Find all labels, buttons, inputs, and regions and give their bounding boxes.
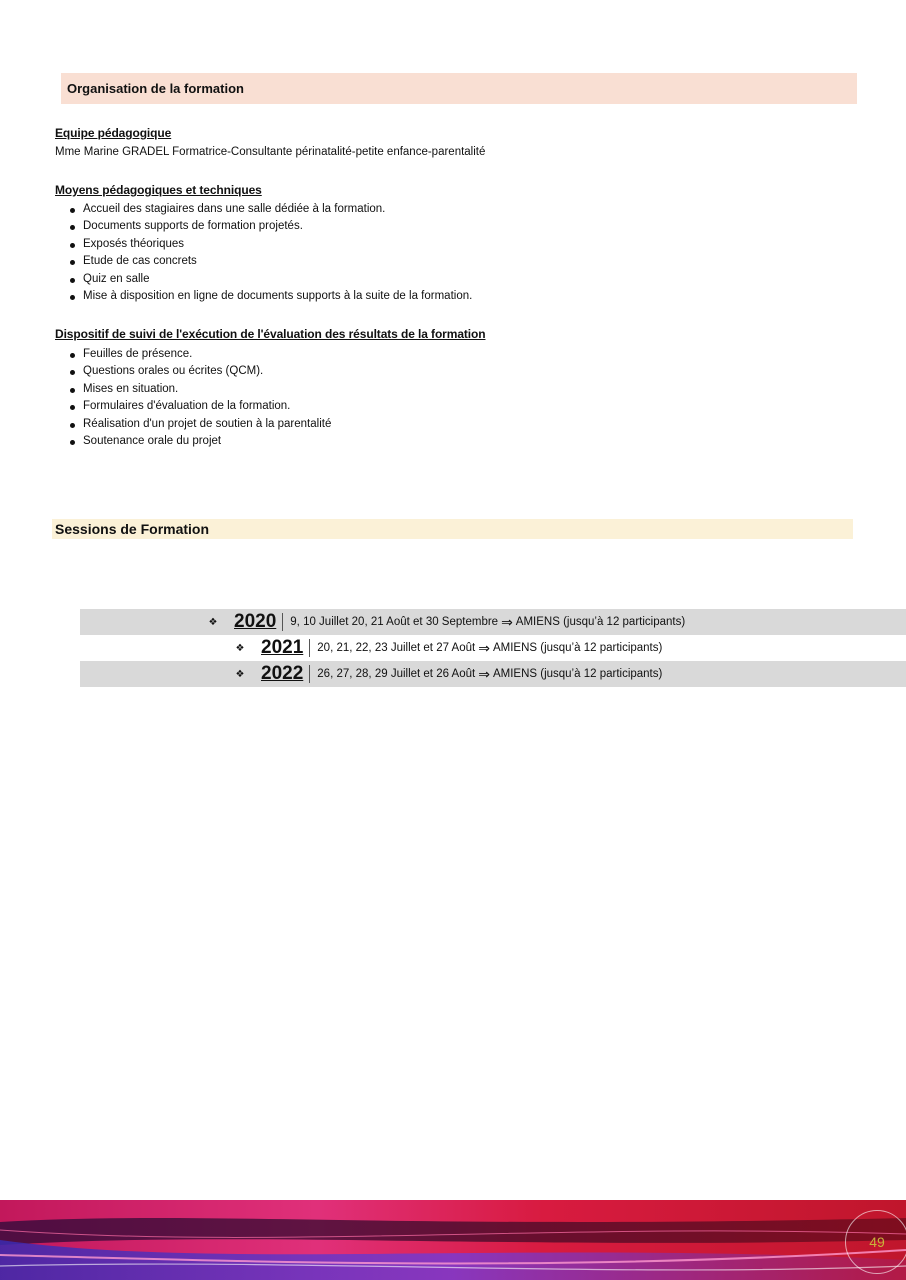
session-row-2022 <box>80 661 906 687</box>
separator <box>282 613 283 631</box>
arrow-right-icon: ⇒ <box>501 613 513 630</box>
session-dates: 26, 27, 28, 29 Juillet et 26 Août <box>317 668 476 680</box>
session-place: AMIENS (jusqu’à 12 participants) <box>492 668 663 680</box>
session-place: AMIENS (jusqu’à 12 participants) <box>515 616 686 628</box>
list-item: Réalisation d'un projet de soutien à la parentalité <box>55 416 331 433</box>
list-item: Etude de cas concrets <box>55 253 472 270</box>
session-place: AMIENS (jusqu’à 12 participants) <box>492 642 663 654</box>
list-item: Questions orales ou écrites (QCM). <box>55 363 331 380</box>
diamond-bullet-icon: ❖ <box>208 616 218 628</box>
list-item: Mises en situation. <box>55 381 331 398</box>
wave-decoration <box>0 1200 906 1280</box>
arrow-right-icon: ⇒ <box>478 639 490 656</box>
dispositif-title: Dispositif de suivi de l'exécution de l'évaluation des résultats de la formation <box>55 327 486 341</box>
list-item: Accueil des stagiaires dans une salle dédiée à la formation. <box>55 201 472 218</box>
equipe-text: Mme Marine GRADEL Formatrice-Consultante périnatalité-petite enfance-parentalité <box>55 146 486 158</box>
list-item: Soutenance orale du projet <box>55 433 331 450</box>
list-item: Exposés théoriques <box>55 236 472 253</box>
session-row-2021 <box>80 635 906 661</box>
session-year: 2021 <box>261 637 304 658</box>
session-dates: 9, 10 Juillet 20, 21 Août et 30 Septembre <box>290 616 499 628</box>
sessions-header: Sessions de Formation <box>52 519 853 539</box>
dispositif-list <box>55 346 331 450</box>
list-item: Feuilles de présence. <box>55 346 331 363</box>
diamond-bullet-icon: ❖ <box>235 668 245 680</box>
session-year: 2020 <box>234 611 277 632</box>
separator <box>309 665 310 683</box>
footer-decorative-band <box>0 1200 906 1280</box>
list-item: Mise à disposition en ligne de documents supports à la suite de la formation. <box>55 288 472 305</box>
separator <box>309 639 310 657</box>
session-year: 2022 <box>261 663 304 684</box>
list-item: Formulaires d'évaluation de la formation. <box>55 398 331 415</box>
organisation-header: Organisation de la formation <box>61 73 857 104</box>
moyens-title: Moyens pédagogiques et techniques <box>55 183 262 197</box>
arrow-right-icon: ⇒ <box>478 665 490 682</box>
list-item: Documents supports de formation projetés. <box>55 218 472 235</box>
session-row-2020 <box>80 609 906 635</box>
page-number: 49 <box>845 1210 906 1274</box>
diamond-bullet-icon: ❖ <box>235 642 245 654</box>
moyens-list <box>55 201 472 305</box>
list-item: Quiz en salle <box>55 271 472 288</box>
equipe-title: Equipe pédagogique <box>55 126 172 140</box>
session-dates: 20, 21, 22, 23 Juillet et 27 Août <box>317 642 476 654</box>
